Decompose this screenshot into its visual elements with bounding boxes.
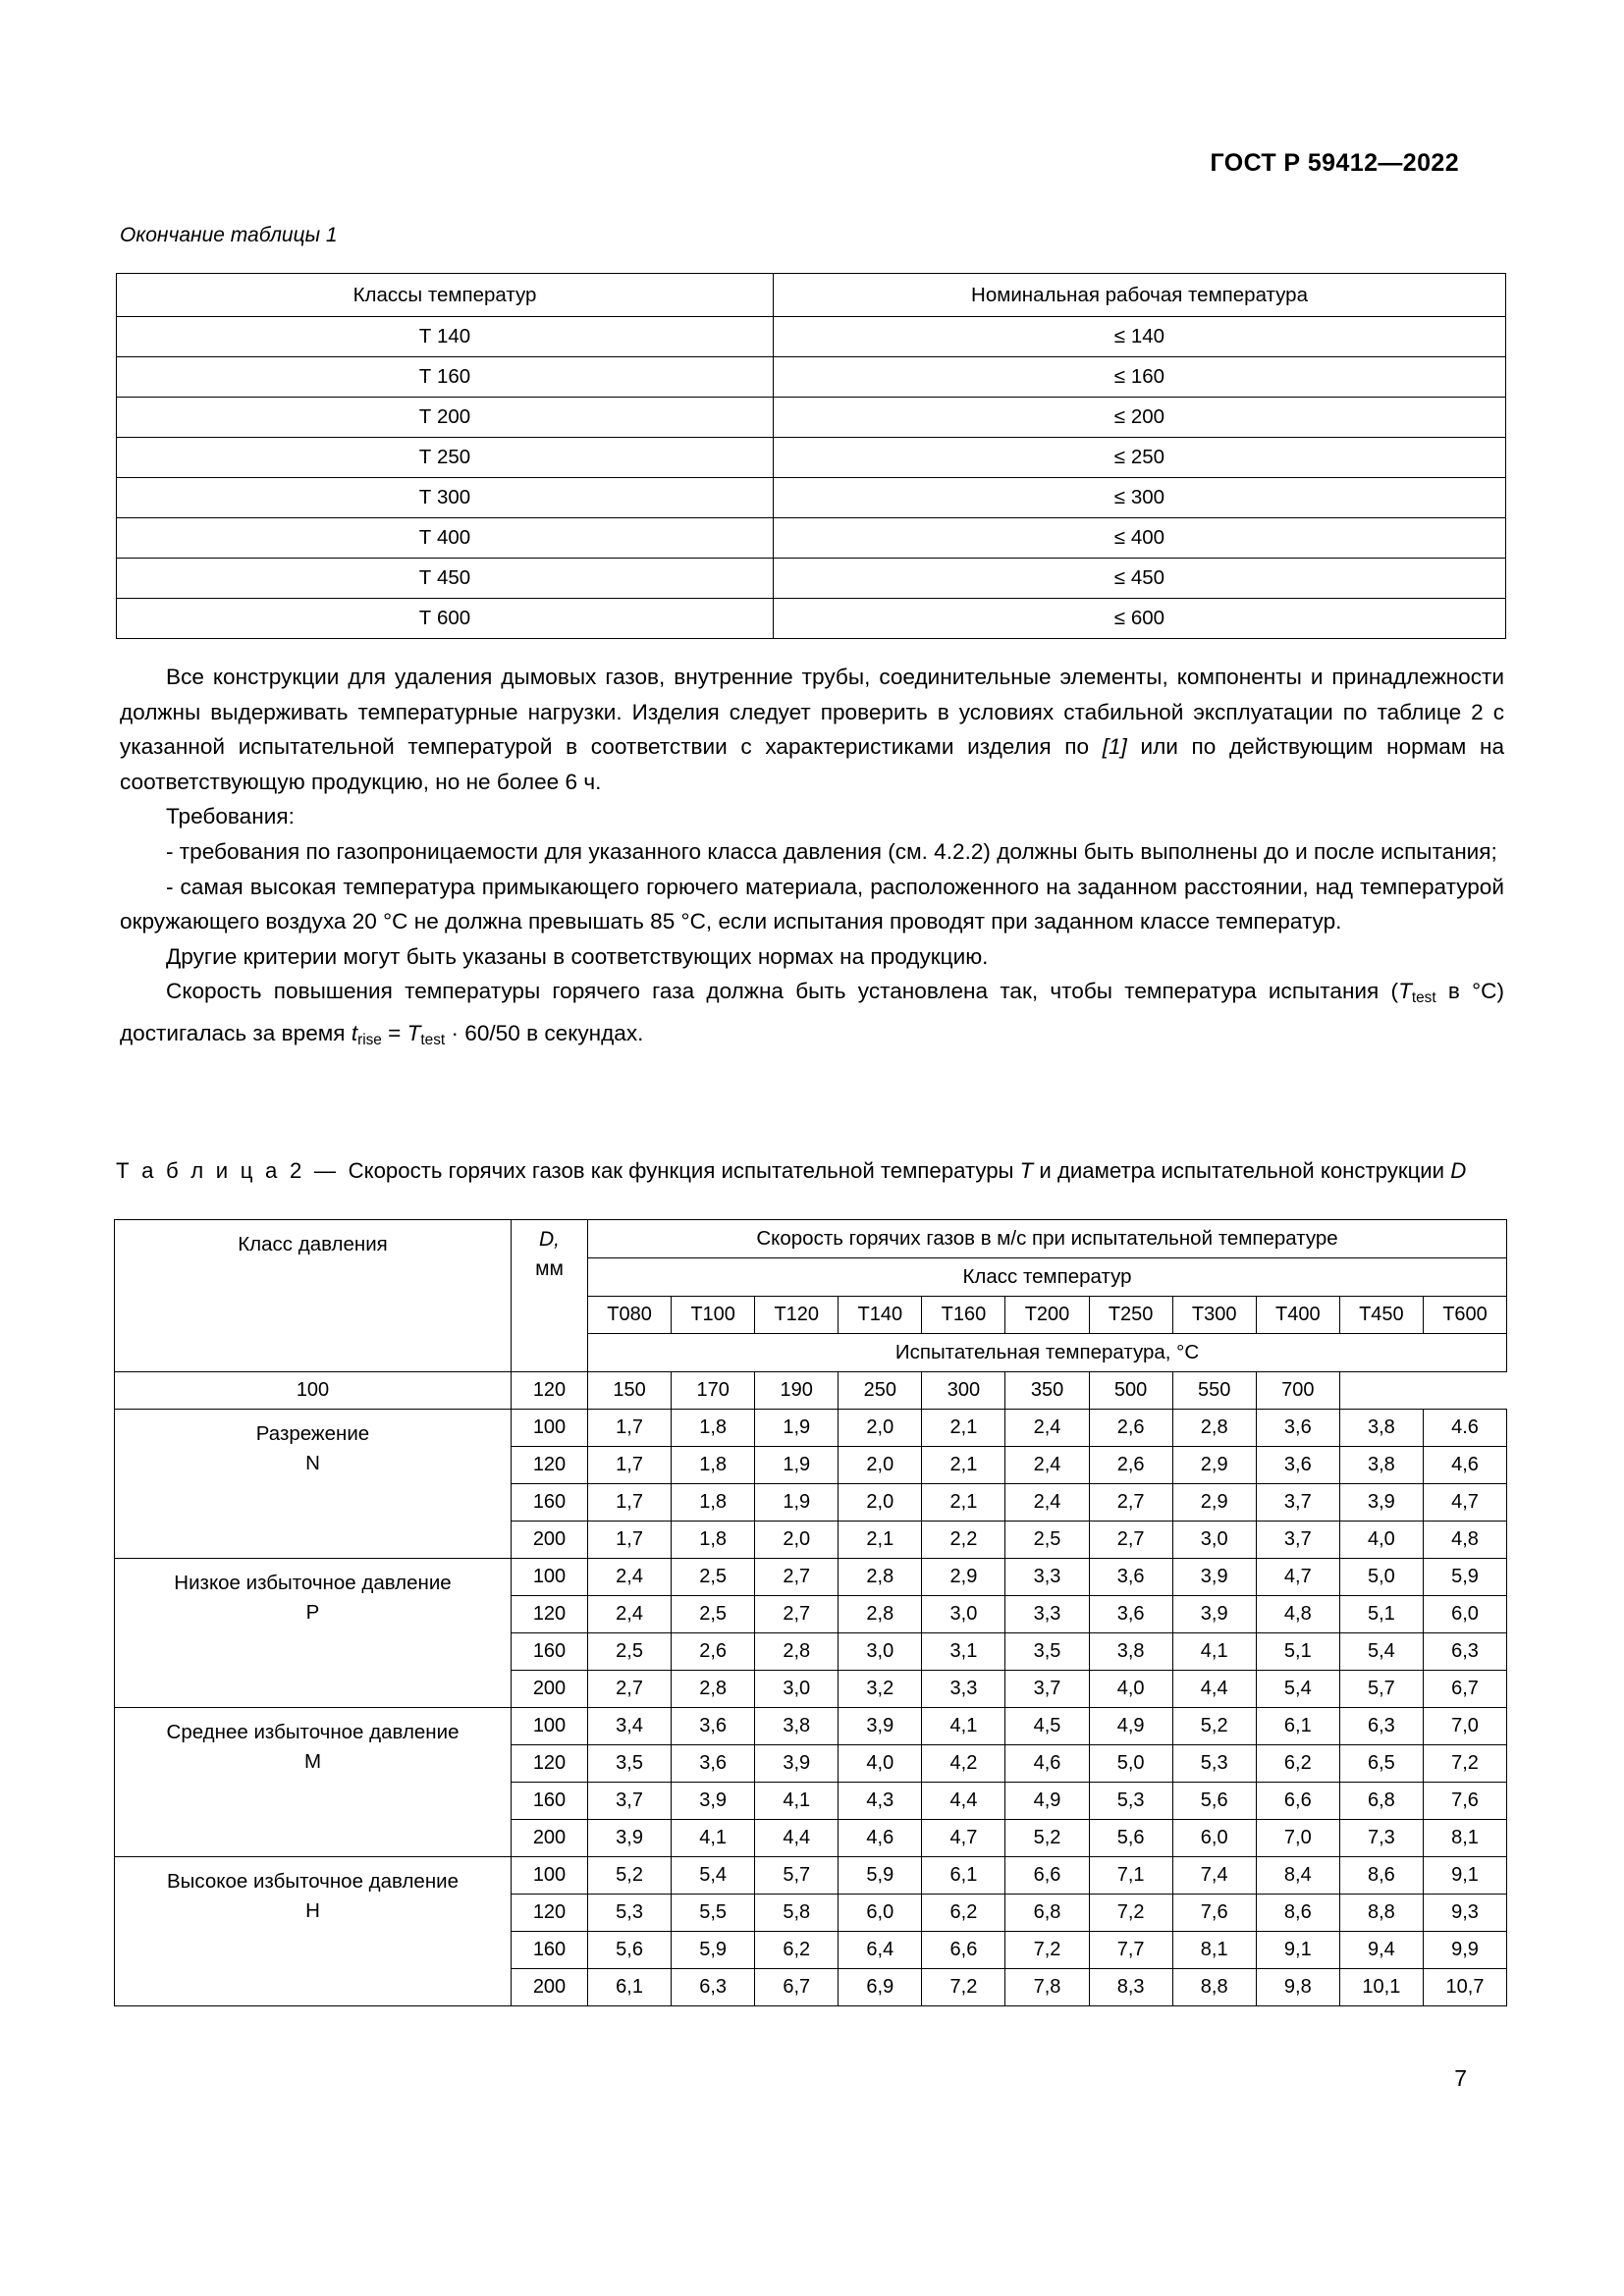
- gas-speed-cell: 6,2: [755, 1932, 839, 1969]
- gas-speed-cell: 5,1: [1339, 1596, 1423, 1633]
- gas-speed-cell: 2,6: [672, 1633, 755, 1671]
- heating-rate-part2: в °С) достигалась за время: [120, 979, 1505, 1045]
- header-temp-class-cell: Т400: [1256, 1297, 1339, 1334]
- gas-speed-cell: 5,0: [1089, 1745, 1172, 1783]
- header-test-temp-cell: 550: [1172, 1372, 1256, 1410]
- diameter-cell: 120: [512, 1447, 588, 1484]
- gas-speed-cell: 3,3: [1005, 1596, 1089, 1633]
- gas-speed-cell: 4,0: [839, 1745, 922, 1783]
- gas-speed-cell: 3,8: [1339, 1447, 1423, 1484]
- gas-speed-cell: 2,7: [588, 1671, 672, 1708]
- gas-speed-cell: 2,8: [755, 1633, 839, 1671]
- gas-speed-cell: 3,5: [588, 1745, 672, 1783]
- table2-header-row-testtemp-values: [115, 1372, 1507, 1410]
- gas-speed-cell: 2,0: [755, 1522, 839, 1559]
- table2-caption: [116, 1154, 1505, 1187]
- header-test-temp-cell: 250: [839, 1372, 922, 1410]
- gas-speed-cell: 3,9: [672, 1783, 755, 1820]
- temp-class-cell: Т 140: [117, 317, 774, 357]
- temp-class-cell: Т 250: [117, 438, 774, 478]
- paragraph-requirement-max-temperature: - самая высокая температура примыкающего горючего материала, расположенного на заданном расстоянии, над температурой окружающего воздуха 20 °С не должна превышать 85 °С, если испытания проводят при заданном классе температур.: [120, 874, 1504, 934]
- gas-speed-cell: 2,4: [1005, 1447, 1089, 1484]
- gas-speed-cell: 6,0: [1423, 1596, 1506, 1633]
- gas-speed-cell: 4,7: [922, 1820, 1005, 1857]
- gas-speed-cell: 2,4: [1005, 1484, 1089, 1522]
- gas-speed-cell: 7,2: [922, 1969, 1005, 2006]
- table-row: [115, 1559, 1507, 1596]
- temperature-classes-table: [116, 273, 1506, 639]
- gas-speed-cell: 3,4: [588, 1708, 672, 1745]
- table-row: [117, 478, 1506, 518]
- header-temp-class-cell: Т120: [755, 1297, 839, 1334]
- gas-speed-cell: 9,1: [1256, 1932, 1339, 1969]
- paragraph-other-criteria: Другие критерии могут быть указаны в соответствующих нормах на продукцию.: [166, 943, 989, 969]
- gas-speed-cell: 6,3: [672, 1969, 755, 2006]
- gas-speed-cell: 4,1: [672, 1820, 755, 1857]
- gas-speed-cell: 3,5: [1005, 1633, 1089, 1671]
- gas-speed-cell: 5,3: [1172, 1745, 1256, 1783]
- caption-variable-D: D: [1450, 1158, 1467, 1183]
- header-temp-class-cell: Т140: [839, 1297, 922, 1334]
- header-test-temp-cell: 700: [1256, 1372, 1339, 1410]
- gas-speed-cell: 2,4: [1005, 1410, 1089, 1447]
- gas-speed-cell: 2,8: [672, 1671, 755, 1708]
- header-temp-class-cell: Т100: [672, 1297, 755, 1334]
- gas-speed-cell: 5,3: [588, 1895, 672, 1932]
- gas-speed-cell: 5,4: [672, 1857, 755, 1895]
- gas-speed-cell: 10,7: [1423, 1969, 1506, 2006]
- gas-speed-cell: 3,7: [588, 1783, 672, 1820]
- diameter-cell: 200: [512, 1969, 588, 2006]
- gas-speed-cell: 4,1: [1172, 1633, 1256, 1671]
- gas-speed-cell: 6,1: [588, 1969, 672, 2006]
- gas-speed-cell: 2,9: [1172, 1447, 1256, 1484]
- variable-t-rise: t: [351, 1020, 358, 1045]
- header-test-temp-cell: 190: [755, 1372, 839, 1410]
- diameter-cell: 120: [512, 1895, 588, 1932]
- gas-speed-cell: 3,6: [1256, 1447, 1339, 1484]
- gas-speed-cell: 7,0: [1423, 1708, 1506, 1745]
- header-temp-class-cell: Т600: [1423, 1297, 1506, 1334]
- gas-speed-cell: 2,0: [839, 1410, 922, 1447]
- page-number: 7: [1454, 2065, 1467, 2091]
- gas-speed-cell: 10,1: [1339, 1969, 1423, 2006]
- gas-speed-cell: 4,4: [922, 1783, 1005, 1820]
- gas-speed-cell: 7,8: [1005, 1969, 1089, 2006]
- table-row: [115, 1410, 1507, 1447]
- gas-speed-cell: 5,9: [1423, 1559, 1506, 1596]
- nominal-temp-cell: ≤ 600: [774, 599, 1506, 639]
- gas-speed-cell: 7,2: [1005, 1932, 1089, 1969]
- header-temp-class-cell: Т300: [1172, 1297, 1256, 1334]
- gas-speed-cell: 8,6: [1256, 1895, 1339, 1932]
- gas-speed-cell: 3,2: [839, 1671, 922, 1708]
- pressure-class-cell: Низкое избыточное давление Р: [115, 1559, 512, 1708]
- gas-speed-cell: 1,9: [755, 1447, 839, 1484]
- table-row: [115, 1708, 1507, 1745]
- gas-speed-cell: 5,6: [588, 1932, 672, 1969]
- gas-speed-cell: 1,7: [588, 1447, 672, 1484]
- gas-speed-cell: 3,9: [1339, 1484, 1423, 1522]
- gas-speed-cell: 4,6: [839, 1820, 922, 1857]
- diameter-cell: 120: [512, 1596, 588, 1633]
- table2-caption-part2: и диаметра испытательной конструкции: [1033, 1158, 1451, 1183]
- paragraph-structures-part2: или по действующим нормам на соответствующую продукцию, но не более 6 ч.: [120, 734, 1505, 794]
- gas-speed-cell: 1,8: [672, 1410, 755, 1447]
- gas-speed-cell: 3,6: [1256, 1410, 1339, 1447]
- gas-speed-cell: 1,9: [755, 1484, 839, 1522]
- gas-speed-cell: 6,3: [1339, 1708, 1423, 1745]
- gas-speed-cell: 3,0: [839, 1633, 922, 1671]
- gas-speed-cell: 9,8: [1256, 1969, 1339, 2006]
- header-test-temp-cell: 120: [512, 1372, 588, 1410]
- gas-speed-cell: 2,5: [1005, 1522, 1089, 1559]
- gas-speed-cell: 5,1: [1256, 1633, 1339, 1671]
- gas-speed-cell: 3,9: [1172, 1559, 1256, 1596]
- gas-speed-cell: 6,2: [922, 1895, 1005, 1932]
- variable-T-test-2: T: [406, 1020, 421, 1045]
- gas-speed-cell: 7,2: [1423, 1745, 1506, 1783]
- gas-speed-cell: 7,2: [1089, 1895, 1172, 1932]
- gas-speed-cell: 2,7: [1089, 1522, 1172, 1559]
- diameter-cell: 160: [512, 1783, 588, 1820]
- paragraph-structures: [120, 660, 1504, 799]
- gas-speed-cell: 6,7: [1423, 1671, 1506, 1708]
- gas-speed-cell: 8,8: [1339, 1895, 1423, 1932]
- subscript-test-1: test: [1411, 989, 1436, 1007]
- diameter-cell: 200: [512, 1522, 588, 1559]
- temp-class-cell: Т 400: [117, 518, 774, 559]
- gas-speed-cell: 7,6: [1423, 1783, 1506, 1820]
- gas-speed-cell: 2,7: [755, 1559, 839, 1596]
- header-temp-class-cell: Т250: [1089, 1297, 1172, 1334]
- gas-speed-cell: 1,7: [588, 1522, 672, 1559]
- diameter-cell: 100: [512, 1857, 588, 1895]
- paragraph-heating-rate: [120, 974, 1504, 1057]
- gas-speed-cell: 2,8: [839, 1596, 922, 1633]
- gas-speed-cell: 4,9: [1005, 1783, 1089, 1820]
- pressure-class-cell: Высокое избыточное давление Н: [115, 1857, 512, 2006]
- diameter-cell: 200: [512, 1671, 588, 1708]
- table1-caption: Окончание таблицы 1: [120, 224, 338, 246]
- gas-speed-cell: 3,0: [922, 1596, 1005, 1633]
- header-test-temp-cell: 300: [922, 1372, 1005, 1410]
- gas-speed-cell: 4.6: [1423, 1410, 1506, 1447]
- subscript-test-2: test: [420, 1031, 446, 1048]
- header-diameter: D, мм: [512, 1220, 588, 1372]
- gas-speed-cell: 5,4: [1339, 1633, 1423, 1671]
- gas-speed-cell: 6,6: [922, 1932, 1005, 1969]
- diameter-cell: 100: [512, 1708, 588, 1745]
- gas-speed-cell: 2,2: [922, 1522, 1005, 1559]
- nominal-temp-cell: ≤ 200: [774, 398, 1506, 438]
- heating-rate-part1: Скорость повышения температуры горячего газа должна быть установлена так, чтобы температура испытания (: [166, 979, 1399, 1004]
- nominal-temp-cell: ≤ 140: [774, 317, 1506, 357]
- gas-speed-cell: 9,9: [1423, 1932, 1506, 1969]
- nominal-temp-cell: ≤ 250: [774, 438, 1506, 478]
- gas-speed-cell: 5,7: [1339, 1671, 1423, 1708]
- table-row: [117, 518, 1506, 559]
- gas-speed-cell: 3,6: [672, 1745, 755, 1783]
- gas-speed-cell: 1,8: [672, 1484, 755, 1522]
- temp-class-cell: Т 300: [117, 478, 774, 518]
- gas-speed-cell: 2,1: [922, 1484, 1005, 1522]
- gas-speed-cell: 8,8: [1172, 1969, 1256, 2006]
- gas-speed-cell: 4,0: [1089, 1671, 1172, 1708]
- diameter-cell: 100: [512, 1559, 588, 1596]
- gas-speed-cell: 4,3: [839, 1783, 922, 1820]
- gas-speed-cell: 3,9: [588, 1820, 672, 1857]
- gas-speed-cell: 3,6: [672, 1708, 755, 1745]
- header-temp-class-cell: Т450: [1339, 1297, 1423, 1334]
- gas-speed-cell: 7,1: [1089, 1857, 1172, 1895]
- gas-speed-cell: 2,0: [839, 1484, 922, 1522]
- gas-speed-cell: 5,6: [1089, 1820, 1172, 1857]
- gas-speed-cell: 1,7: [588, 1410, 672, 1447]
- body-text: [120, 660, 1504, 1057]
- gas-speed-cell: 3,6: [1089, 1596, 1172, 1633]
- gas-speed-cell: 6,8: [1005, 1895, 1089, 1932]
- gas-speed-cell: 5,2: [588, 1857, 672, 1895]
- nominal-temp-cell: ≤ 160: [774, 357, 1506, 398]
- gas-speed-cell: 4,8: [1423, 1522, 1506, 1559]
- gas-speed-cell: 1,8: [672, 1447, 755, 1484]
- temp-class-cell: Т 160: [117, 357, 774, 398]
- gas-speed-cell: 2,0: [839, 1447, 922, 1484]
- table-row: [117, 559, 1506, 599]
- gas-speed-cell: 2,1: [922, 1447, 1005, 1484]
- gas-speed-cell: 3,7: [1005, 1671, 1089, 1708]
- gas-speed-cell: 4,6: [1005, 1745, 1089, 1783]
- gas-speed-cell: 2,4: [588, 1596, 672, 1633]
- gas-speed-cell: 2,5: [672, 1559, 755, 1596]
- gas-speed-cell: 7,4: [1172, 1857, 1256, 1895]
- gas-speed-cell: 5,3: [1089, 1783, 1172, 1820]
- gas-speed-cell: 8,3: [1089, 1969, 1172, 2006]
- header-test-temp-cell: 500: [1089, 1372, 1172, 1410]
- caption-variable-T: T: [1019, 1158, 1034, 1183]
- diameter-cell: 160: [512, 1932, 588, 1969]
- gas-speed-cell: 2,1: [922, 1410, 1005, 1447]
- gas-speed-cell: 4,0: [1339, 1522, 1423, 1559]
- gas-speed-cell: 3,8: [1339, 1410, 1423, 1447]
- header-temp-class-cell: Т200: [1005, 1297, 1089, 1334]
- table2-label: Т а б л и ц а 2 —: [116, 1158, 349, 1183]
- table2-caption-part1: Скорость горячих газов как функция испытательной температуры: [348, 1158, 1020, 1183]
- gas-speed-cell: 7,7: [1089, 1932, 1172, 1969]
- nominal-temp-cell: ≤ 450: [774, 559, 1506, 599]
- gas-speed-cell: 3,0: [755, 1671, 839, 1708]
- diameter-cell: 200: [512, 1820, 588, 1857]
- temp-class-cell: Т 450: [117, 559, 774, 599]
- gas-speed-cell: 8,1: [1423, 1820, 1506, 1857]
- header-test-temp-cell: 100: [115, 1372, 512, 1410]
- gas-speed-cell: 5,2: [1172, 1708, 1256, 1745]
- reference-bracket-1: [1]: [1102, 734, 1127, 760]
- table1-header-row: [117, 274, 1506, 317]
- gas-speed-cell: 1,8: [672, 1522, 755, 1559]
- paragraph-requirements-heading: Требования:: [166, 804, 295, 829]
- gas-speed-cell: 5,6: [1172, 1783, 1256, 1820]
- gas-speed-cell: 4,4: [1172, 1671, 1256, 1708]
- gas-speed-cell: 6,1: [1256, 1708, 1339, 1745]
- table-row: [117, 317, 1506, 357]
- gas-speed-cell: 6,1: [922, 1857, 1005, 1895]
- gas-speed-cell: 2,5: [672, 1596, 755, 1633]
- gas-speed-cell: 3,8: [755, 1708, 839, 1745]
- gas-speed-cell: 7,6: [1172, 1895, 1256, 1932]
- gas-speed-cell: 6,4: [839, 1932, 922, 1969]
- gas-speed-cell: 5,5: [672, 1895, 755, 1932]
- table1-col-header-temp: Номинальная рабочая температура: [774, 274, 1506, 317]
- gas-speed-cell: 6,8: [1339, 1783, 1423, 1820]
- gas-speed-cell: 8,6: [1339, 1857, 1423, 1895]
- gas-speed-cell: 9,3: [1423, 1895, 1506, 1932]
- gas-speed-cell: 4,1: [755, 1783, 839, 1820]
- gas-speed-cell: 3,6: [1089, 1559, 1172, 1596]
- gas-speed-cell: 6,5: [1339, 1745, 1423, 1783]
- subscript-rise: rise: [357, 1031, 382, 1048]
- gas-speed-cell: 5,7: [755, 1857, 839, 1895]
- gas-speed-cell: 5,9: [839, 1857, 922, 1895]
- gas-speed-cell: 5,2: [1005, 1820, 1089, 1857]
- header-temp-class-cell: Т160: [922, 1297, 1005, 1334]
- gas-speed-cell: 3,7: [1256, 1522, 1339, 1559]
- gas-speed-cell: 2,9: [922, 1559, 1005, 1596]
- gas-speed-cell: 2,7: [1089, 1484, 1172, 1522]
- header-test-temp-cell: 350: [1005, 1372, 1089, 1410]
- gas-speed-cell: 8,1: [1172, 1932, 1256, 1969]
- diameter-cell: 100: [512, 1410, 588, 1447]
- gas-speed-cell: 2,6: [1089, 1447, 1172, 1484]
- gas-speed-cell: 3,3: [922, 1671, 1005, 1708]
- temp-class-cell: Т 200: [117, 398, 774, 438]
- pressure-class-cell: Среднее избыточное давление М: [115, 1708, 512, 1857]
- gas-speed-cell: 4,1: [922, 1708, 1005, 1745]
- paragraph-requirement-gas-permeability: - требования по газопроницаемости для указанного класса давления (см. 4.2.2) должны быть выполнены до и после испытания;: [166, 838, 1497, 864]
- nominal-temp-cell: ≤ 300: [774, 478, 1506, 518]
- heating-rate-part3: · 60/50 в секундах.: [445, 1020, 644, 1045]
- gas-speed-table: [114, 1219, 1507, 2006]
- gas-speed-cell: 4,6: [1423, 1447, 1506, 1484]
- gas-speed-cell: 4,7: [1256, 1559, 1339, 1596]
- gas-speed-cell: 2,8: [839, 1559, 922, 1596]
- gas-speed-cell: 4,4: [755, 1820, 839, 1857]
- gas-speed-cell: 6,6: [1005, 1857, 1089, 1895]
- gas-speed-cell: 7,3: [1339, 1820, 1423, 1857]
- header-test-temp-title: Испытательная температура, °С: [588, 1334, 1507, 1372]
- gas-speed-cell: 8,4: [1256, 1857, 1339, 1895]
- gas-speed-cell: 4,2: [922, 1745, 1005, 1783]
- gas-speed-cell: 2,8: [1172, 1410, 1256, 1447]
- gas-speed-cell: 1,7: [588, 1484, 672, 1522]
- header-temp-class-title: Класс температур: [588, 1258, 1507, 1297]
- gas-speed-cell: 6,3: [1423, 1633, 1506, 1671]
- gas-speed-cell: 3,8: [1089, 1633, 1172, 1671]
- gas-speed-cell: 3,0: [1172, 1522, 1256, 1559]
- gas-speed-cell: 6,0: [1172, 1820, 1256, 1857]
- gas-speed-cell: 6,0: [839, 1895, 922, 1932]
- gas-speed-cell: 2,1: [839, 1522, 922, 1559]
- gas-speed-cell: 2,4: [588, 1559, 672, 1596]
- table-row: [115, 1857, 1507, 1895]
- gas-speed-cell: 2,7: [755, 1596, 839, 1633]
- gas-speed-cell: 5,4: [1256, 1671, 1339, 1708]
- gas-speed-cell: 9,1: [1423, 1857, 1506, 1895]
- gas-speed-cell: 9,4: [1339, 1932, 1423, 1969]
- gas-speed-cell: 5,9: [672, 1932, 755, 1969]
- gas-speed-cell: 4,5: [1005, 1708, 1089, 1745]
- pressure-class-cell: Разрежение N: [115, 1410, 512, 1559]
- gas-speed-cell: 4,9: [1089, 1708, 1172, 1745]
- gas-speed-cell: 4,8: [1256, 1596, 1339, 1633]
- gas-speed-cell: 5,8: [755, 1895, 839, 1932]
- table2-header-row-speed: [115, 1220, 1507, 1258]
- gas-speed-cell: 6,2: [1256, 1745, 1339, 1783]
- gas-speed-cell: 3,9: [1172, 1596, 1256, 1633]
- gas-speed-cell: 2,5: [588, 1633, 672, 1671]
- gas-speed-cell: 2,6: [1089, 1410, 1172, 1447]
- gas-speed-cell: 7,0: [1256, 1820, 1339, 1857]
- gas-speed-cell: 4,7: [1423, 1484, 1506, 1522]
- nominal-temp-cell: ≤ 400: [774, 518, 1506, 559]
- gas-speed-cell: 2,9: [1172, 1484, 1256, 1522]
- gas-speed-cell: 6,7: [755, 1969, 839, 2006]
- variable-T-test-1: T: [1398, 979, 1412, 1004]
- header-gas-speed-title: Скорость горячих газов в м/с при испытательной температуре: [588, 1220, 1507, 1258]
- gas-speed-cell: 6,9: [839, 1969, 922, 2006]
- gas-speed-cell: 3,9: [755, 1745, 839, 1783]
- header-test-temp-cell: 170: [672, 1372, 755, 1410]
- table1-col-header-class: Классы температур: [117, 274, 774, 317]
- table-row: [117, 438, 1506, 478]
- header-test-temp-cell: 150: [588, 1372, 672, 1410]
- diameter-cell: 160: [512, 1633, 588, 1671]
- table-row: [117, 398, 1506, 438]
- gas-speed-cell: 6,6: [1256, 1783, 1339, 1820]
- header-pressure-class: Класс давления: [115, 1220, 512, 1372]
- table-row: [117, 357, 1506, 398]
- gas-speed-cell: 3,3: [1005, 1559, 1089, 1596]
- diameter-cell: 120: [512, 1745, 588, 1783]
- header-temp-class-cell: Т080: [588, 1297, 672, 1334]
- equals-sign: =: [381, 1020, 407, 1045]
- table-row: [117, 599, 1506, 639]
- paragraph-structures-part1: Все конструкции для удаления дымовых газов, внутренние трубы, соединительные элементы, компоненты и принадлежности должны выдерживать температурные нагрузки. Изделия следует проверить в условиях стабильной эксплуатации по таблице 2 с указанной испытательной температурой в соответствии с характеристиками изделия по: [120, 665, 1504, 760]
- temp-class-cell: Т 600: [117, 599, 774, 639]
- gas-speed-cell: 3,7: [1256, 1484, 1339, 1522]
- gas-speed-cell: 3,9: [839, 1708, 922, 1745]
- gas-speed-cell: 1,9: [755, 1410, 839, 1447]
- standard-designation: ГОСТ Р 59412—2022: [1210, 149, 1459, 177]
- gas-speed-cell: 3,1: [922, 1633, 1005, 1671]
- diameter-cell: 160: [512, 1484, 588, 1522]
- gas-speed-cell: 5,0: [1339, 1559, 1423, 1596]
